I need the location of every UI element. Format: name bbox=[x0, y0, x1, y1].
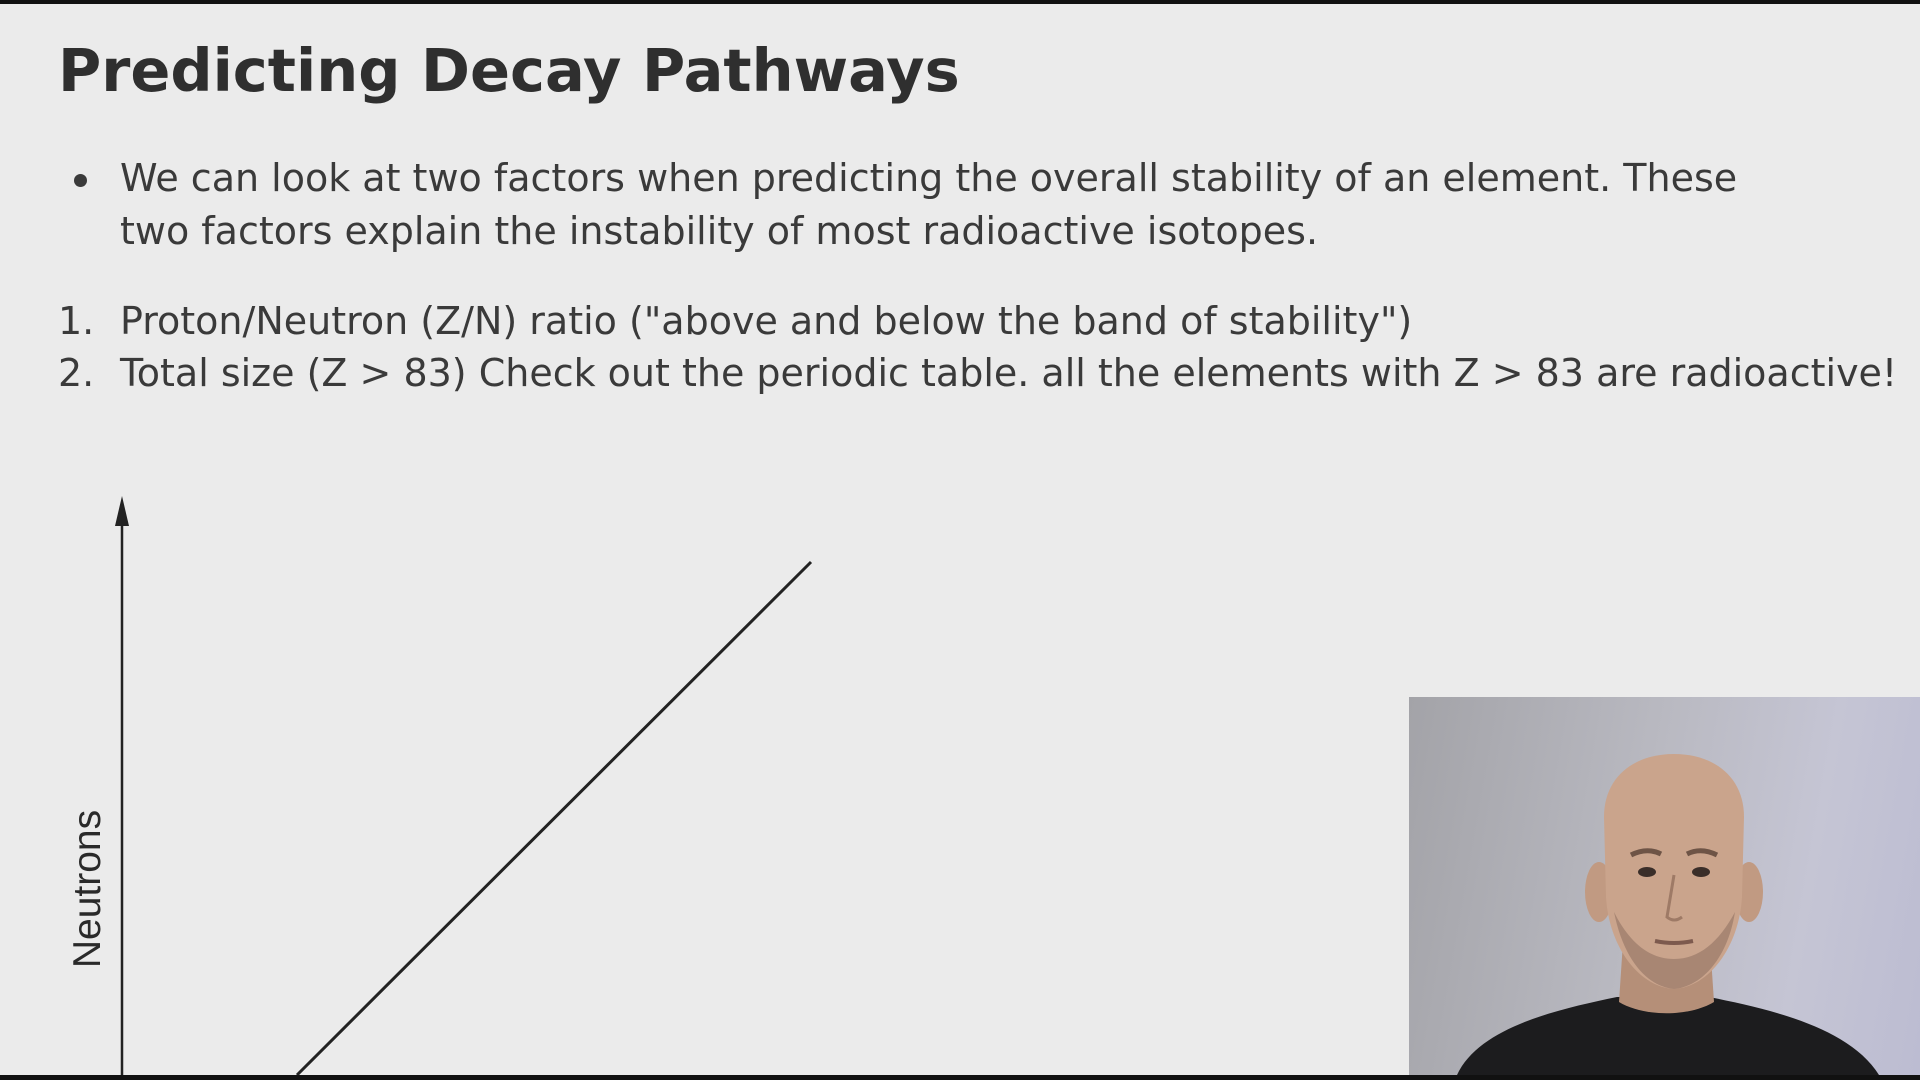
y-axis-arrow-icon bbox=[115, 496, 129, 526]
band-of-stability-line bbox=[297, 562, 811, 1075]
y-axis-label: Neutrons bbox=[66, 809, 109, 969]
presenter-head bbox=[1604, 754, 1744, 989]
presenter-video bbox=[1409, 697, 1920, 1075]
slide-title: Predicting Decay Pathways bbox=[58, 36, 960, 105]
slide-frame bbox=[0, 4, 1920, 1075]
presenter-eye-left bbox=[1638, 867, 1656, 877]
item-text: Proton/Neutron (Z/N) ratio ("above and below the band of stability") bbox=[120, 299, 1413, 343]
presenter-mouth bbox=[1655, 941, 1693, 943]
item-text: Total size (Z > 83) Check out the periodic table. all the elements with Z > 83 are radioactive! bbox=[120, 351, 1898, 395]
webcam-overlay bbox=[1409, 697, 1920, 1075]
bullet-text: We can look at two factors when predicting the overall stability of an element. These two factors explain the instability of most radioactive isotopes. bbox=[120, 156, 1738, 253]
item-number: 1. bbox=[58, 299, 95, 343]
presenter-eye-right bbox=[1692, 867, 1710, 877]
item-number: 2. bbox=[58, 351, 95, 395]
